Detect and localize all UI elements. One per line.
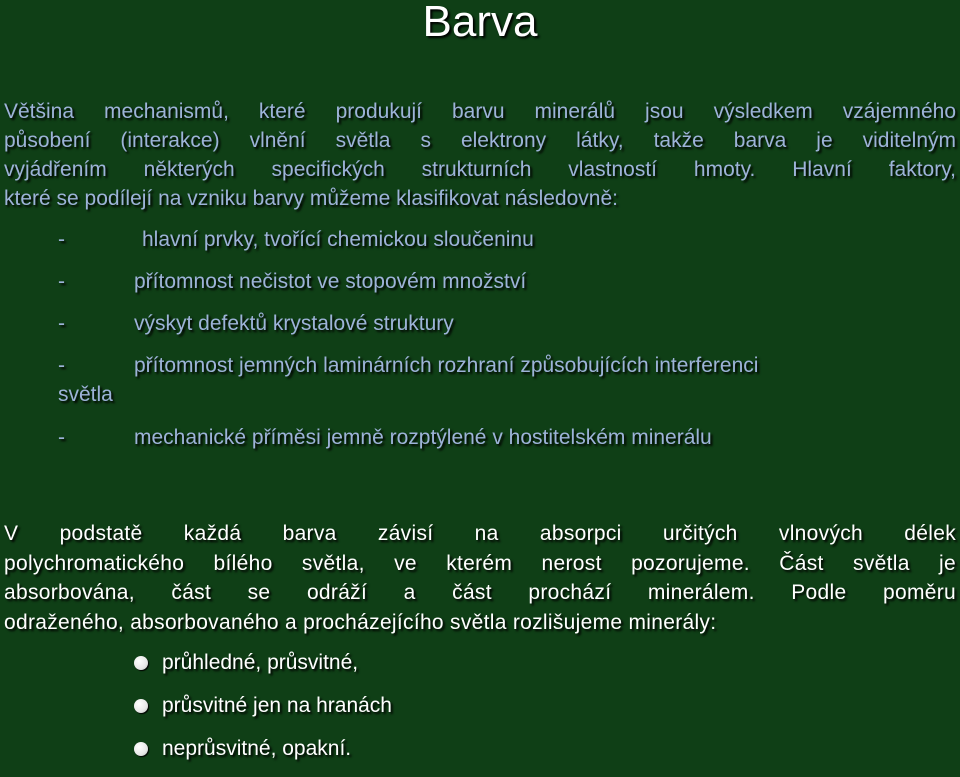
dash-marker: - (58, 228, 65, 251)
summary-line: V podstatě každá barva závisí na absorpci určitých vlnových délek (4, 522, 956, 545)
summary-line: odraženého, absorbovaného a procházejícího světla rozlišujeme minerály: (4, 610, 717, 634)
factor-text: výskyt defektů krystalové struktury (134, 312, 454, 335)
factors-list (58, 225, 948, 465)
factor-text: přítomnost nečistot ve stopovém množství (134, 270, 527, 293)
intro-line: působení (interakce) vlnění světla s elektrony látky, takže barva je viditelným (4, 129, 956, 152)
categories-list (134, 648, 392, 777)
slide-title: Barva (422, 0, 538, 46)
category-text: průhledné, průsvitné, (162, 651, 359, 674)
list-item (58, 225, 948, 267)
factor-text: přítomnost jemných laminárních rozhraní způsobujících interferenci (134, 354, 759, 377)
category-text: průsvitné jen na hranách (162, 694, 392, 717)
list-item (58, 351, 948, 423)
intro-line: které se podílejí na vzniku barvy můžeme klasifikovat následovně: (4, 187, 618, 210)
factor-text-continuation: světla (58, 383, 113, 406)
dash-marker: - (58, 354, 65, 377)
dash-marker: - (58, 426, 65, 449)
list-item (134, 648, 392, 691)
summary-paragraph (4, 519, 956, 637)
dash-marker: - (58, 312, 65, 335)
list-item (58, 423, 948, 465)
list-item (134, 691, 392, 734)
bullet-dot-icon (134, 656, 148, 670)
intro-paragraph (4, 97, 956, 213)
summary-line: absorbována, část se odráží a část prochází minerálem. Podle poměru (4, 581, 956, 604)
intro-line: vyjádřením některých specifických strukturních vlastností hmoty. Hlavní faktory, (4, 158, 956, 181)
category-text: neprůsvitné, opakní. (162, 737, 352, 760)
summary-line: polychromatického bílého světla, ve kterém nerost pozorujeme. Část světla je (4, 551, 956, 575)
list-item (58, 309, 948, 351)
factor-text: mechanické příměsi jemně rozptýlené v hostitelském minerálu (134, 426, 712, 449)
intro-line: Většina mechanismů, které produkují barvu minerálů jsou výsledkem vzájemného (4, 100, 956, 123)
bullet-dot-icon (134, 742, 148, 756)
list-item (134, 734, 392, 777)
dash-marker: - (58, 270, 65, 293)
list-item (58, 267, 948, 309)
bullet-dot-icon (134, 699, 148, 713)
factor-text: hlavní prvky, tvořící chemickou sloučeninu (142, 228, 534, 251)
